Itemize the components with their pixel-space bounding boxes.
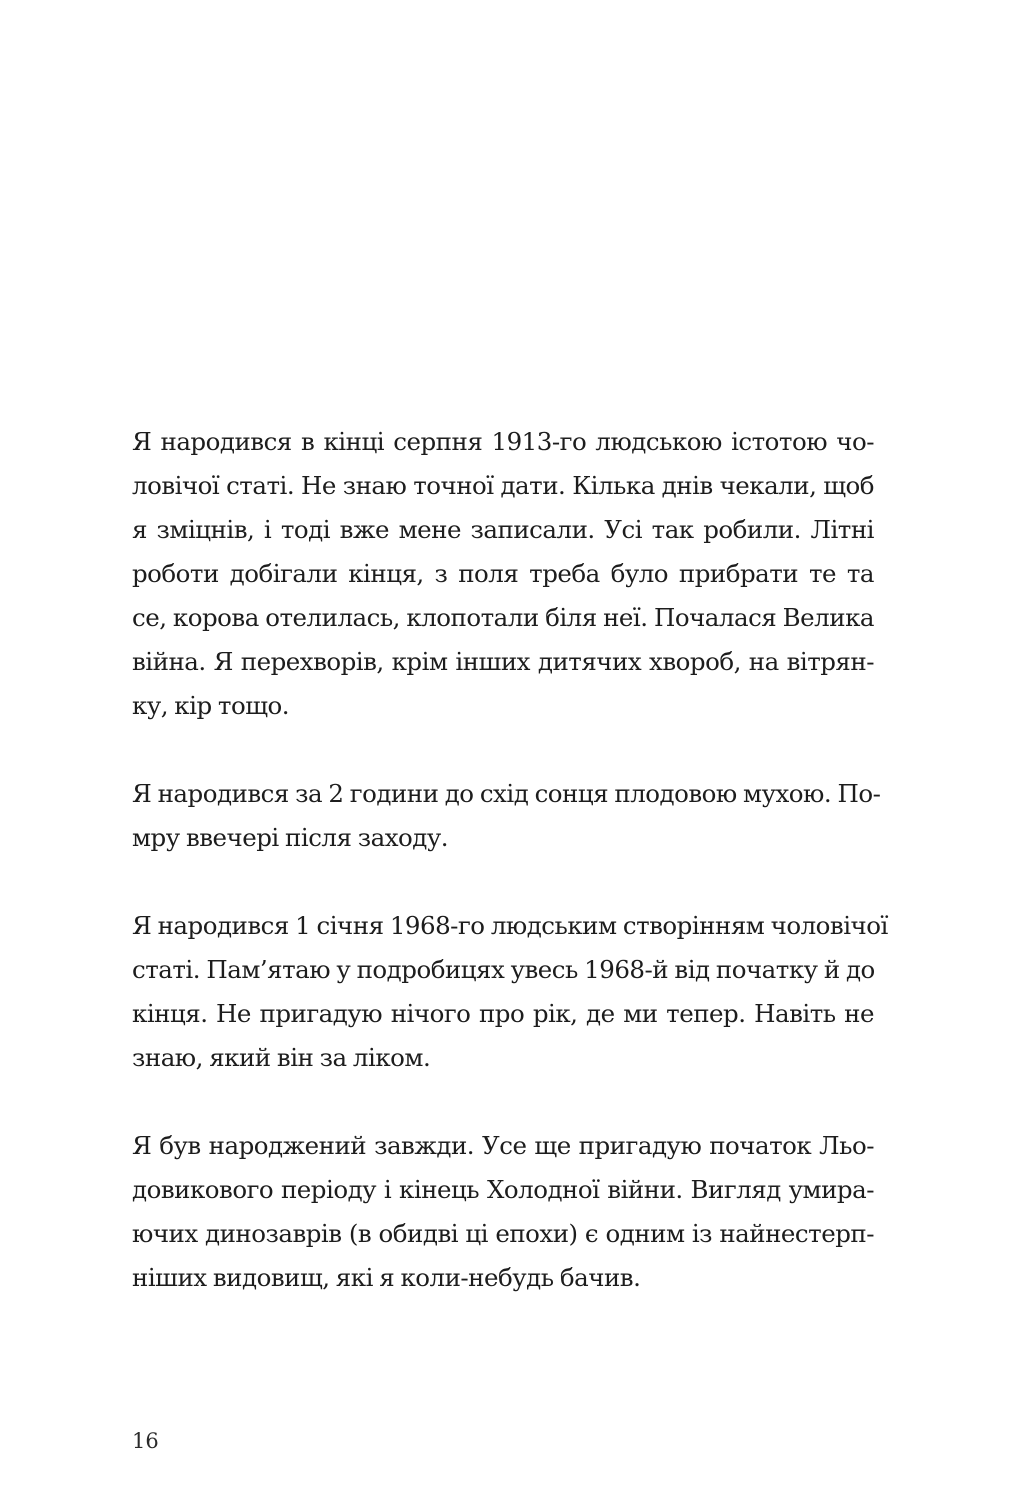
text-line: се, корова отелилась, клопотали біля неї. Почалася Велика [132, 603, 874, 632]
text-line: ючих динозаврів (в обидві ці епохи) є одним із найнестерп- [132, 1219, 874, 1248]
text-line: статі. Пам’ятаю у подробицях увесь 1968-й від початку й до [132, 955, 875, 984]
text-line: ловічої статі. Не знаю точної дати. Кілька днів чекали, щоб [132, 471, 874, 500]
text-line: кінця. Не пригадую нічого про рік, де ми тепер. Навіть не [132, 999, 874, 1028]
text-line: Я народився 1 січня 1968-го людським створінням чоловічої [132, 911, 888, 940]
text-line: Я народився в кінці серпня 1913-го людською істотою чо- [132, 427, 874, 456]
text-line: роботи добігали кінця, з поля треба було прибрати те та [132, 559, 874, 588]
body-text [132, 420, 888, 1344]
text-line: Я народився за 2 години до схід сонця плодовою мухою. По- [132, 779, 881, 808]
text-line: мру ввечері після заходу. [132, 823, 449, 852]
paragraph-1 [132, 420, 874, 728]
text-line: ніших видовищ, які я коли-небудь бачив. [132, 1263, 641, 1292]
paragraph-2 [132, 772, 881, 860]
text-line: ку, кір тощо. [132, 691, 290, 720]
text-line: довикового періоду і кінець Холодної війни. Вигляд умира- [132, 1175, 874, 1204]
text-line: війна. Я перехворів, крім інших дитячих хвороб, на вітрян- [132, 647, 874, 676]
text-line: я зміцнів, і тоді вже мене записали. Усі так робили. Літні [132, 515, 874, 544]
page-number: 16 [132, 1429, 159, 1453]
paragraph-3 [132, 904, 888, 1080]
text-line: Я був народжений завжди. Усе ще пригадую початок Льо- [132, 1131, 874, 1160]
text-line: знаю, який він за ліком. [132, 1043, 431, 1072]
paragraph-4 [132, 1124, 874, 1300]
